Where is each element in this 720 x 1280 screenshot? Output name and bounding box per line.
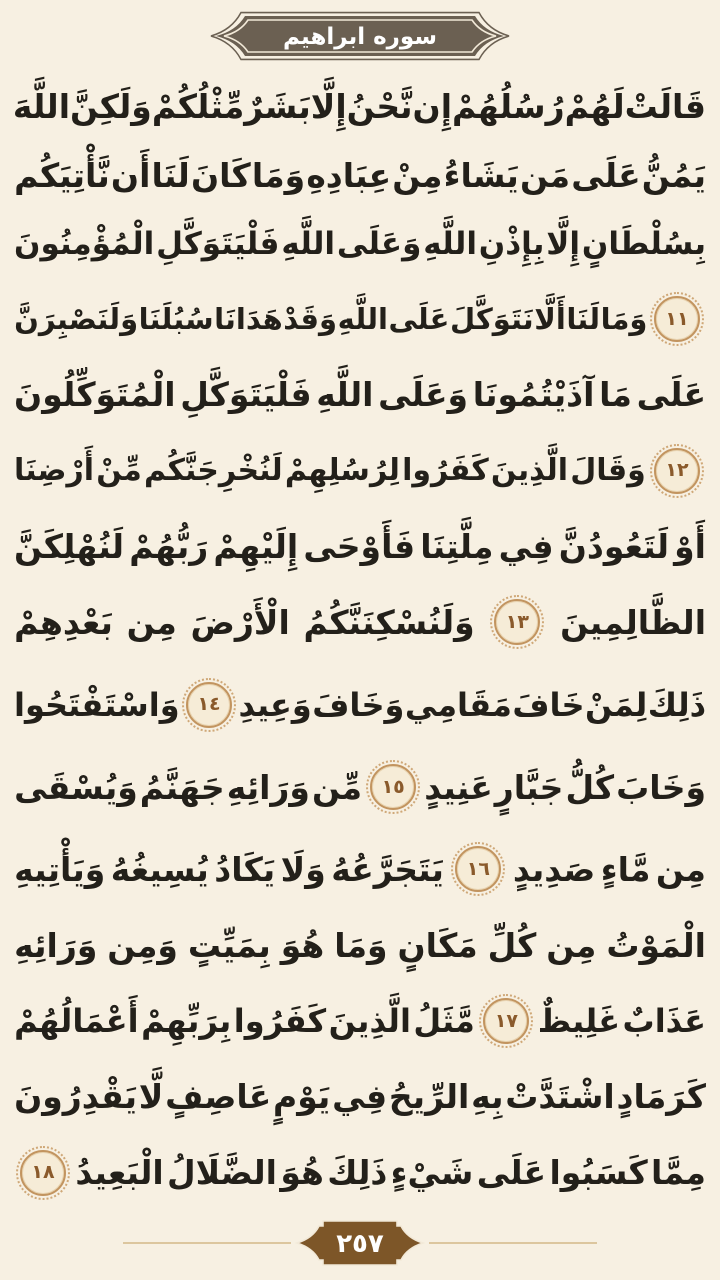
ayah-word: يَكَادُ	[214, 849, 276, 889]
ayah-word: إِن	[412, 87, 453, 127]
ayah-word: الْبَعِيدُ	[75, 1153, 164, 1193]
ayah-word: مَّاءٍ	[600, 849, 651, 889]
quran-line	[14, 278, 706, 360]
page-footer	[0, 1216, 720, 1280]
ayah-word: مَكَانٍ	[397, 925, 478, 965]
ayah-word: عَنِيدٍ	[424, 767, 493, 807]
verse-number: ١٣	[505, 610, 529, 633]
ayah-word: وَرَائِهِ	[14, 925, 98, 965]
ayah-word: كَرَمَادٍ	[616, 1077, 706, 1117]
ayah-word: بِإِذْنِ	[478, 225, 545, 262]
ayah-word: نَّأْتِيَكُم	[14, 156, 110, 196]
ayah-word: إِلَيْهِمْ	[213, 527, 299, 567]
ayah-word: عَلَى	[476, 1153, 547, 1193]
verse-number-marker	[654, 296, 700, 342]
ayah-word: مِن	[655, 849, 706, 889]
ayah-word: مِمَّا	[651, 1153, 706, 1193]
page-number: ٢٥٧	[336, 1229, 384, 1259]
ayah-word: لِرُسُلِهِمْ	[284, 452, 400, 488]
page-number-badge	[293, 1218, 427, 1268]
ayah-word: ذَلِكَ	[647, 685, 706, 724]
ayah-word: اللَّهَ	[12, 87, 71, 127]
ayah-word: الْمَوْتُ	[606, 925, 706, 965]
ayah-word: يَتَجَرَّعُهُ	[331, 849, 444, 889]
ayah-word: صَدِيدٍ	[512, 849, 596, 889]
ayah-word: لَنُهْلِكَنَّ	[14, 527, 125, 567]
quran-line	[14, 430, 706, 512]
ayah-word: نَتَوَكَّلَ	[450, 301, 534, 336]
ayah-word: عَلَى	[636, 375, 706, 415]
ayah-word: وَلَنَصْبِرَنَّ	[14, 301, 139, 336]
surah-banner-shape	[210, 9, 510, 63]
ayah-word: وَلَا	[280, 849, 326, 889]
ayah-word: أَلَّا	[534, 301, 566, 336]
ayah-word: وَاسْتَفْتَحُوا	[14, 685, 180, 724]
quran-line	[14, 911, 706, 980]
ayah-word: وَقَدْ	[283, 301, 338, 336]
ayah-word: هُوَ	[280, 925, 325, 965]
ayah-word: مِنْ	[392, 156, 443, 196]
ayah-word: وَمَا	[251, 156, 306, 196]
ayah-word: الْمُؤْمِنُونَ	[14, 225, 155, 262]
footer-rule-right	[429, 1242, 597, 1244]
verse-number: ١١	[665, 307, 689, 330]
ayah-word: لَّا	[138, 1077, 164, 1117]
verse-number-marker	[494, 599, 540, 645]
ayah-word: كُلِّ	[487, 925, 537, 965]
ayah-word: كَانَ	[190, 156, 251, 196]
ayah-word: مِن	[126, 602, 177, 642]
ayah-word: نَّحْنُ	[346, 87, 413, 127]
ayah-word: بَشَرٌ	[244, 87, 311, 127]
ayah-word: أَوْ	[674, 527, 706, 567]
ayah-word: جَبَّارٍ	[494, 767, 564, 807]
ayah-word: بِمَيِّتٍ	[187, 925, 271, 965]
ayah-word: بِسُلْطَانٍ	[581, 225, 706, 262]
ayah-word: مِن	[546, 925, 597, 965]
verse-number-marker	[370, 764, 416, 810]
ayah-word: لِمَنْ	[585, 685, 648, 724]
ayah-word: مِّن	[311, 767, 363, 807]
ayah-word: بَعْدِهِمْ	[14, 602, 113, 642]
ayah-word: وَقَالَ	[570, 452, 646, 488]
ayah-word: يُسِيغُهُ	[110, 849, 209, 889]
verse-number: ١٢	[665, 459, 689, 482]
ayah-word: مِلَّتِنَا	[420, 527, 494, 567]
ayah-word: لَنَا	[566, 301, 600, 336]
ayah-word: الَّذِينَ	[490, 452, 569, 488]
quran-line	[14, 72, 706, 141]
ayah-word: وَلَنُسْكِنَنَّكُمُ	[303, 602, 475, 642]
ayah-word: وَلَكِنَّ	[70, 87, 152, 127]
verse-number-marker	[455, 846, 501, 892]
ayah-word: عَذَابٌ	[622, 1002, 706, 1041]
ayah-word: ذَلِكَ	[327, 1153, 388, 1193]
ayah-word: وَمَا	[600, 301, 648, 336]
quran-line	[14, 746, 706, 828]
ayah-word: وَيُسْقَى	[14, 767, 138, 807]
ayah-word: كَفَرُوا	[233, 1002, 327, 1041]
ayah-word: كَفَرُوا	[402, 452, 489, 488]
verse-number: ١٦	[466, 857, 490, 880]
ayah-word: فِي	[332, 1077, 388, 1117]
ayah-word: رَبُّهُمْ	[129, 527, 209, 567]
ayah-word: هَدَانَا	[214, 301, 283, 336]
ayah-word: وَيَأْتِيهِ	[14, 849, 106, 889]
ayah-word: اشْتَدَّتْ	[505, 1077, 615, 1117]
ayah-word: أَعْمَالُهُمْ	[14, 1002, 139, 1041]
ayah-word: أَرْضِنَا	[14, 452, 95, 488]
ayah-word: الْمُتَوَكِّلُونَ	[14, 375, 176, 415]
verse-number: ١٤	[197, 693, 221, 716]
ayah-word: الضَّلَالُ	[167, 1153, 277, 1193]
ayah-word: الظَّالِمِينَ	[560, 602, 706, 642]
ayah-word: مَّثَلُ	[413, 1002, 475, 1041]
ayah-word: الْأَرْضَ	[190, 602, 290, 642]
ayah-word: خَافَ	[512, 685, 585, 724]
ayah-word: اللَّهِ	[337, 301, 388, 336]
ayah-word: سُبُلَنَا	[138, 301, 214, 336]
ayah-word: فَلْيَتَوَكَّلِ	[156, 225, 280, 262]
ayah-word: جَهَنَّمُ	[139, 767, 225, 807]
quran-line	[14, 211, 706, 278]
ayah-word: رُسُلُهُمْ	[452, 87, 565, 127]
ayah-word: إِلَّا	[546, 225, 581, 262]
ayah-word: عَلَى	[571, 156, 641, 196]
ayah-word: إِلَّا	[310, 87, 347, 127]
ayah-word: الَّذِينَ	[328, 1002, 411, 1041]
ayah-word: فَأَوْحَى	[303, 527, 416, 567]
quran-line	[14, 581, 706, 663]
quran-line	[14, 980, 706, 1062]
verse-number-marker	[20, 1150, 66, 1196]
ayah-word: وَمَا	[334, 925, 388, 965]
footer-rule-left	[123, 1242, 291, 1244]
ayah-word: عِبَادِهِ	[306, 156, 392, 196]
ayah-word: وَرَائِهِ	[226, 767, 310, 807]
verse-number-marker	[483, 998, 529, 1044]
quran-line	[14, 1062, 706, 1131]
ayah-word: لَتَعُودُنَّ	[558, 527, 670, 567]
ayah-word: يَقْدِرُونَ	[14, 1077, 137, 1117]
ayah-word: مَن	[519, 156, 571, 196]
ayah-word: وَعَلَى	[336, 225, 422, 262]
ayah-word: كُلُّ	[565, 767, 615, 807]
ayah-word: أَن	[110, 156, 151, 196]
ayah-word: وَعَلَى	[378, 375, 469, 415]
ayah-word: يَوْمٍ	[273, 1077, 331, 1117]
verse-number-marker	[654, 448, 700, 494]
quran-line	[14, 664, 706, 746]
ayah-word: يَمُنُّ	[641, 156, 706, 196]
ayah-word: لَنَا	[151, 156, 190, 196]
ayah-word: اللَّهِ	[423, 225, 477, 262]
quran-line	[14, 512, 706, 581]
ayah-word: شَيْءٍ	[390, 1153, 474, 1193]
ayah-word: عَلَى	[388, 301, 450, 336]
ayah-word: آذَيْتُمُونَا	[472, 375, 595, 415]
ayah-word: فِي	[498, 527, 554, 567]
quran-line	[14, 828, 706, 910]
ayah-word: اللَّهِ	[281, 225, 336, 262]
ayah-word: هُوَ	[280, 1153, 324, 1193]
ayah-word: كَسَبُوا	[549, 1153, 648, 1193]
ayah-word: لَهُمْ	[564, 87, 625, 127]
ayah-word: وَعِيدِ	[238, 685, 312, 724]
ayah-word: مِّثْلُكُمْ	[151, 87, 245, 127]
ayah-word: الرِّيحُ	[388, 1077, 470, 1117]
ayah-word: بِرَبِّهِمْ	[141, 1002, 232, 1041]
ayah-word: فَلْيَتَوَكَّلِ	[180, 375, 312, 415]
verse-number-marker	[186, 682, 232, 728]
ayah-word: عَاصِفٍ	[165, 1077, 272, 1117]
ayah-word: قَالَتْ	[624, 87, 706, 127]
quran-text-area	[0, 66, 720, 1216]
verse-number: ١٧	[494, 1009, 518, 1032]
ayah-word: غَلِيظٌ	[537, 1002, 621, 1041]
surah-title: سوره ابراهيم	[283, 24, 437, 50]
ayah-word: مَا	[599, 375, 632, 415]
ayah-word: مِّنْ	[96, 452, 142, 488]
verse-number: ١٨	[31, 1161, 55, 1184]
verse-number: ١٥	[381, 775, 405, 798]
ayah-word: بِهِ	[471, 1077, 504, 1117]
surah-header	[0, 0, 720, 66]
ayah-word: وَخَافَ	[312, 685, 405, 724]
ayah-word: يَشَاءُ	[443, 156, 519, 196]
quran-line	[14, 141, 706, 210]
quran-line	[14, 1132, 706, 1214]
ayah-word: وَخَابَ	[616, 767, 706, 807]
ayah-word: لَنُخْرِجَنَّكُم	[144, 452, 283, 488]
quran-line	[14, 360, 706, 429]
ayah-word: اللَّهِ	[316, 375, 374, 415]
ayah-word: وَمِن	[107, 925, 178, 965]
ayah-word: مَقَامِي	[404, 685, 512, 724]
